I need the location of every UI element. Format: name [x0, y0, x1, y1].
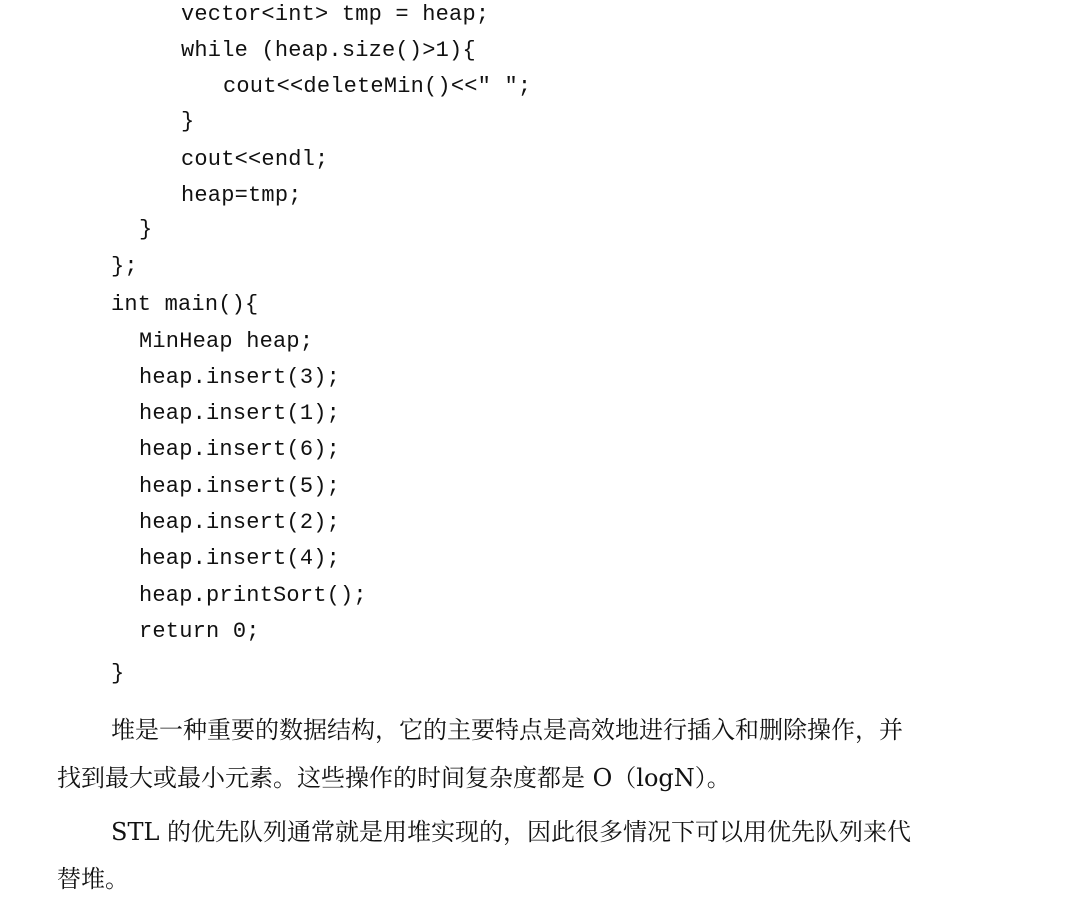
- code-line: };: [111, 254, 138, 279]
- paragraph-line: 堆是一种重要的数据结构，它的主要特点是高效地进行插入和删除操作，并: [111, 716, 903, 744]
- code-line: cout<<deleteMin()<<" ";: [223, 74, 532, 99]
- code-line: }: [181, 109, 195, 134]
- code-line: int main(){: [111, 292, 259, 317]
- code-line: MinHeap heap;: [139, 329, 314, 354]
- code-line: heap.insert(5);: [139, 474, 341, 499]
- code-line: }: [139, 217, 153, 242]
- code-line: }: [111, 661, 125, 686]
- paragraph-line: STL 的优先队列通常就是用堆实现的，因此很多情况下可以用优先队列来代: [111, 818, 912, 846]
- code-line: heap.printSort();: [139, 583, 367, 608]
- code-line: heap.insert(6);: [139, 437, 341, 462]
- paragraph-line: 找到最大或最小元素。这些操作的时间复杂度都是 O（logN）。: [57, 764, 731, 792]
- code-line: return 0;: [139, 619, 260, 644]
- code-line: heap.insert(2);: [139, 510, 341, 535]
- code-line: heap=tmp;: [181, 183, 302, 208]
- code-line: heap.insert(1);: [139, 401, 341, 426]
- code-line: while (heap.size()>1){: [181, 38, 476, 63]
- code-line: heap.insert(3);: [139, 365, 341, 390]
- code-line: heap.insert(4);: [139, 546, 341, 571]
- code-line: cout<<endl;: [181, 147, 329, 172]
- paragraph-line: 替堆。: [57, 865, 129, 893]
- code-line: vector<int> tmp = heap;: [181, 2, 490, 27]
